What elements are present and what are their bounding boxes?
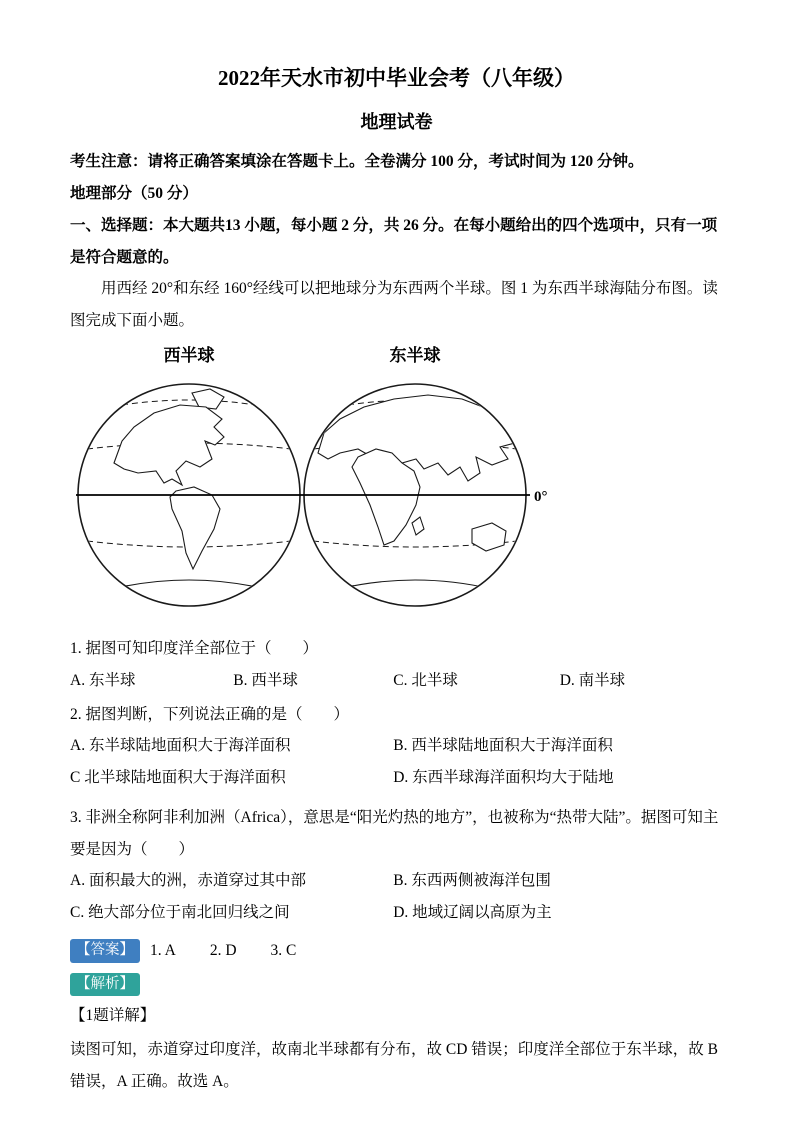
analysis-row [70, 973, 723, 997]
option-b: B. 西半球 [233, 671, 298, 689]
hemisphere-map [72, 343, 572, 623]
antarctica-west-shape [112, 580, 266, 613]
analysis-badge: 【解析】 [70, 973, 140, 997]
hemisphere-map-figure [72, 343, 723, 623]
question-options [70, 730, 723, 794]
part-score-line: 地理部分（50 分） [70, 185, 198, 203]
question-options [70, 665, 723, 697]
option-c: C. 北半球 [393, 671, 458, 689]
section-heading: 一、选择题：本大题共13 小题，每小题 2 分，共 26 分。在每小题给出的四个选项中，只有一项是符合题意的。 [70, 216, 718, 266]
question-group-intro: 用西经 20°和东经 160°经线可以把地球分为东西两个半球。图 1 为东西半球海陆分布图。读图完成下面小题。 [70, 280, 718, 330]
option-b: B. 东西两侧被海洋包围 [393, 872, 551, 890]
question-options [70, 865, 723, 929]
answer-1: 1. A [150, 941, 176, 959]
east-hemisphere-label: 东半球 [389, 345, 441, 365]
option-a: A. 面积最大的洲，赤道穿过其中部 [70, 872, 306, 890]
page-title: 2022年天水市初中毕业会考（八年级） [218, 66, 575, 90]
option-a: A. 东半球 [70, 671, 136, 689]
answer-3: 3. C [270, 941, 297, 959]
answer-row [70, 935, 723, 967]
antarctica-east-shape [338, 580, 492, 613]
option-d: D. 东西半球海洋面积均大于陆地 [393, 769, 614, 787]
question-3 [70, 802, 723, 929]
question-stem: 3. 非洲全称阿非利加洲（Africa），意思是“阳光灼热的地方”，也被称为“热带大陆”。据图可知主要是因为（ ） [70, 808, 719, 858]
option-a: A. 东半球陆地面积大于海洋面积 [70, 737, 291, 755]
option-c: C 北半球陆地面积大于海洋面积 [70, 769, 286, 787]
answer-badge: 【答案】 [70, 939, 140, 963]
exam-notice: 考生注意：请将正确答案填涂在答题卡上。全卷满分 100 分，考试时间为 120 分钟。 [70, 153, 644, 171]
question-stem: 2. 据图判断，下列说法正确的是（ ） [70, 705, 350, 723]
question-stem: 1. 据图可知印度洋全部位于（ ） [70, 639, 319, 657]
equator-degree-label: 0° [534, 488, 548, 505]
option-d: D. 地域辽阔以高原为主 [393, 904, 552, 922]
option-d: D. 南半球 [559, 671, 626, 689]
west-hemisphere-label: 西半球 [163, 345, 215, 365]
question-1 [70, 633, 723, 697]
detail-text: 读图可知，赤道穿过印度洋，故南北半球都有分布，故 CD 错误；印度洋全部位于东半球，故 B 错误，A 正确。故选 A。 [70, 1041, 718, 1090]
option-c: C. 绝大部分位于南北回归线之间 [70, 904, 290, 922]
option-b: B. 西半球陆地面积大于海洋面积 [393, 737, 613, 755]
paper-subtitle: 地理试卷 [360, 111, 433, 132]
detail-heading: 【1题详解】 [70, 1007, 156, 1025]
answer-2: 2. D [209, 941, 237, 959]
question-2 [70, 699, 723, 794]
